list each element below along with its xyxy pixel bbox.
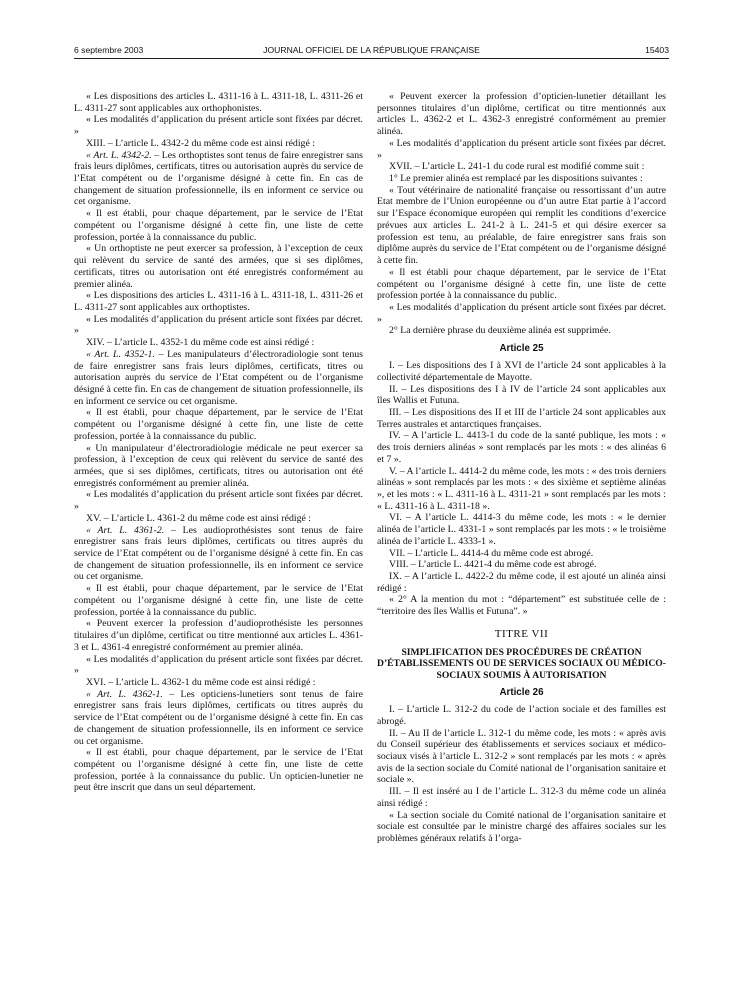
- titre-vii-subtitle: SIMPLIFICATION DES PROCÉDURES DE CRÉATION D’ÉTABLISSEMENTS OU DE SERVICES SOCIAUX OU MÉDICO-SOCIAUX SOUMIS À AUTORISATION: [377, 646, 666, 681]
- paragraph: [74, 150, 363, 209]
- paragraph: VIII. – L’article L. 4421-4 du même code est abrogé.: [389, 559, 597, 571]
- paragraph-text: 2° La dernière phrase du deuxième alinéa est supprimée.: [389, 325, 611, 337]
- paragraph-text: « Les modalités d’application du présent article sont fixées par décret. »: [377, 301, 666, 325]
- paragraph: I. – Les dispositions des I à XVI de l’article 24 sont applicables à la collectivité départementale de Mayotte.: [377, 360, 666, 383]
- paragraph-text: Les orthoptistes sont tenus de faire enregistrer sans frais leurs diplômes, certificats, titres ou autorisation auprès du service de l’Etat compétent ou de l’organisme désigné à cette fin. En cas de changement de situation professionnelle, ils en informent ce service ou cet organisme.: [74, 149, 363, 208]
- paragraph-text: « Les modalités d’application du présent article sont fixées par décret. »: [74, 653, 363, 677]
- paragraph-text: « Les dispositions des articles L. 4311-16 à L. 4311-18, L. 4311-26 et L. 4311-27 sont applicables aux orthophonistes.: [74, 91, 363, 114]
- paragraph: [377, 161, 666, 173]
- paragraph: [74, 290, 363, 313]
- paragraph: [74, 747, 363, 794]
- article-reference: « Art. L. 4361-2. –: [86, 524, 176, 536]
- paragraph-text: « Un orthoptiste ne peut exercer sa profession, à l’exception de ceux qui relèvent du service de santé des armées, que si ses diplômes, certificats, titres ou autorisation ont été enregistrés conformément au premier alinéa.: [74, 243, 363, 290]
- paragraph: [74, 314, 363, 337]
- right-column: [377, 91, 666, 845]
- paragraph: [74, 513, 363, 525]
- article-25-heading: Article 25: [499, 343, 544, 355]
- paragraph-text: 1° Le premier alinéa est remplacé par les dispositions suivantes :: [389, 173, 643, 185]
- paragraph-text: « Il est établi, pour chaque département, par le service de l’Etat compétent ou l’organisme désigné à cette fin, une liste de cette profession, portée à la connaissance du public.: [74, 208, 363, 243]
- paragraph-text: XIII. – L’article L. 4342-2 du même code est ainsi rédigé :: [86, 137, 315, 149]
- paragraph: [74, 618, 363, 653]
- paragraph: [377, 325, 666, 337]
- paragraph: « 2° A la mention du mot : “département” est substituée celle de : “territoire des îles Wallis et Futuna”. »: [377, 594, 666, 618]
- paragraph: [74, 583, 363, 618]
- paragraph-text: XV. – L’article L. 4361-2 du même code est ainsi rédigé :: [86, 512, 311, 524]
- paragraph-text: « Il est établi, pour chaque département, par le service de l’Etat compétent ou l’organisme désigné à cette fin, une liste de cette profession, portée à la connaissance du public. Un opticien-lunetier ne peut être inscrit que dans un seul département.: [74, 747, 363, 794]
- paragraph: [74, 243, 363, 290]
- paragraph: [74, 337, 363, 349]
- paragraph-text: « Peuvent exercer la profession d’opticien-lunetier détaillant les personnes titulaires d’un diplôme, certificat ou titre mentionnés aux articles L. 4362-2 et L. 4362-3 enregistré conformément au premier alinéa.: [377, 91, 666, 138]
- paragraph: III. – Il est inséré au I de l’article L. 312-3 du même code un alinéa ainsi rédigé :: [377, 786, 666, 809]
- paragraph: [74, 407, 363, 442]
- paragraph: [377, 91, 666, 138]
- paragraph-text: « Il est établi, pour chaque département, par le service de l’Etat compétent ou l’organisme désigné à cette fin, une liste de cette profession, portée à la connaissance du public.: [74, 407, 363, 442]
- article-26-body: [377, 704, 666, 845]
- paragraph-text: « Les dispositions des articles L. 4311-16 à L. 4311-18, L. 4311-26 et L. 4311-27 sont applicables aux orthoptistes.: [74, 290, 363, 313]
- article-25-body: [377, 360, 666, 618]
- paragraph: [377, 267, 666, 302]
- header-rule: [74, 58, 669, 59]
- paragraph-text: « Les modalités d’application du présent article sont fixées par décret. »: [74, 114, 363, 138]
- paragraph: II. – Au II de l’article L. 312-1 du même code, les mots : « après avis du Conseil supérieur des établissements et services sociaux et médico-sociaux visés à l’article L. 312-2 » sont remplacés par les mots : « après avis de la section sociale du Comité national de l’organisation sanitaire et sociale ».: [377, 727, 666, 786]
- page-header: [74, 45, 669, 59]
- paragraph: IX. – A l’article L. 4422-2 du même code, il est ajouté un alinéa ainsi rédigé :: [377, 571, 666, 594]
- paragraph: [74, 114, 363, 137]
- paragraph: III. – Les dispositions des II et III de l’article 24 sont applicables aux Terres australes et antarctiques françaises.: [377, 406, 666, 430]
- paragraph-text: « Les modalités d’application du présent article sont fixées par décret. »: [377, 137, 666, 161]
- article-26-heading: Article 26: [499, 687, 544, 699]
- paragraph-text: XVI. – L’article L. 4362-1 du même code est ainsi rédigé :: [86, 676, 316, 688]
- paragraph: VII. – L’article L. 4414-4 du même code est abrogé.: [389, 547, 594, 559]
- paragraph: [74, 654, 363, 677]
- titre-vii-label: TITRE VII: [494, 627, 549, 640]
- paragraph: [74, 689, 363, 748]
- paragraph: VI. – A l’article L. 4414-3 du même code, les mots : « le dernier alinéa de l’article L. 4331-1 » sont remplacés par les mots : « le troisième alinéa de l’article L. 4333-1 ».: [377, 512, 666, 547]
- paragraph: II. – Les dispositions des I à IV de l’article 24 sont applicables aux îles Wallis et Futuna.: [377, 383, 666, 407]
- paragraph: [377, 302, 666, 325]
- paragraph: [377, 173, 666, 185]
- paragraph-text: « Les modalités d’application du présent article sont fixées par décret. »: [74, 489, 363, 513]
- paragraph: [74, 677, 363, 689]
- paragraph-text: « Tout vétérinaire de nationalité française ou ressortissant d’un autre Etat membre de l’Union européenne ou d’un autre Etat partie à l’accord sur l’Espace économique européen qui remplit les conditions d’exercice prévues aux articles L. 241-2 à L. 241-5 et qui désire exercer sa profession est tenu, au préalable, de faire enregistrer sans frais son diplôme auprès du service de l’Etat compétent ou de l’organisme désigné à cette fin.: [377, 184, 666, 267]
- article-reference: « Art. L. 4362-1. –: [86, 688, 175, 700]
- paragraph: « La section sociale du Comité national de l’organisation sanitaire et sociale est consultée par le ministre chargé des affaires sociales sur les problèmes généraux relatifs à l’orga-: [377, 809, 666, 845]
- header-page-number: 15403: [645, 45, 669, 55]
- paragraph: [74, 525, 363, 584]
- paragraph-text: « Les modalités d’application du présent article sont fixées par décret. »: [74, 313, 363, 337]
- paragraph: I. – L’article L. 312-2 du code de l’action sociale et des familles est abrogé.: [377, 704, 666, 727]
- paragraph-text: « Peuvent exercer la profession d’audioprothésiste les personnes titulaires d’un diplôme, certificat ou titre mentionné aux articles L. 4361-3 et L. 4361-4 enregistré conformément au premier alinéa.: [74, 618, 363, 653]
- paragraph: V. – A l’article L. 4414-2 du même code, les mots : « des trois derniers alinéas » sont remplacés par les mots : « des sixième et septième alinéas », et les mots : « L. 4311-16 à L. 4311-21 » sont remplacés par les mots : « L. 4311-16 à L. 4311-18 ».: [377, 465, 666, 512]
- paragraph-text: Les opticiens-lunetiers sont tenus de faire enregistrer sans frais leurs diplômes, certificats ou titres auprès du service de l’Etat compétent ou de l’organisme désigné à cette fin. En cas de changement de situation professionnelle, ils en informent ce service ou cet organisme.: [74, 688, 363, 747]
- paragraph: [377, 138, 666, 161]
- paragraph: [74, 489, 363, 512]
- paragraph-text: XIV. – L’article L. 4352-1 du même code est ainsi rédigé :: [86, 337, 315, 349]
- paragraph-text: « Il est établi pour chaque département, par le service de l’Etat compétent ou l’organisme désigné à cette fin, une liste de cette profession portée à la connaissance du public.: [377, 266, 666, 302]
- right-column-intro: [377, 91, 666, 337]
- article-reference: « Art. L. 4352-1. –: [86, 348, 164, 360]
- paragraph: [74, 138, 363, 150]
- paragraph-text: XVII. – L’article L. 241-1 du code rural est modifié comme suit :: [389, 161, 645, 173]
- paragraph-text: Les manipulateurs d’électroradiologie sont tenus de faire enregistrer sans frais leurs diplômes, certificats, titres ou autorisation auprès du service de l’Etat compétent ou de l’organisme désigné à cette fin. En cas de changement de situation professionnelle, ils en informent ce service ou cet organisme.: [74, 348, 363, 407]
- header-date: 6 septembre 2003: [74, 45, 144, 55]
- paragraph-text: « Il est établi, pour chaque département, par le service de l’Etat compétent ou l’organisme désigné à cette fin, une liste de cette profession, portée à la connaissance du public.: [74, 583, 363, 618]
- paragraph: [74, 349, 363, 408]
- article-reference: « Art. L. 4342-2. –: [86, 149, 160, 161]
- left-column: [74, 91, 363, 794]
- paragraph: [74, 443, 363, 490]
- paragraph: [74, 208, 363, 243]
- paragraph-text: « Un manipulateur d’électroradiologie médicale ne peut exercer sa profession, à l’exception de ceux qui relèvent du service de santé des armées, que si ses diplômes, certificats, titres ou autorisation ont été enregistrés conformément au premier alinéa.: [74, 442, 363, 489]
- paragraph-text: Les audioprothésistes sont tenus de faire enregistrer sans frais leurs diplômes, certificats ou titres auprès du service de l’Etat compétent ou de l’organisme désigné à cette fin. En cas de changement de situation professionnelle, ils en informent ce service ou cet organisme.: [74, 524, 363, 583]
- header-journal-title: JOURNAL OFFICIEL DE LA RÉPUBLIQUE FRANÇAISE: [263, 45, 480, 55]
- paragraph: [377, 185, 666, 267]
- paragraph: [74, 91, 363, 114]
- paragraph: IV. – A l’article L. 4413-1 du code de la santé publique, les mots : « des trois derniers alinéas » sont remplacés par les mots : « des alinéas 6 et 7 ».: [377, 430, 666, 465]
